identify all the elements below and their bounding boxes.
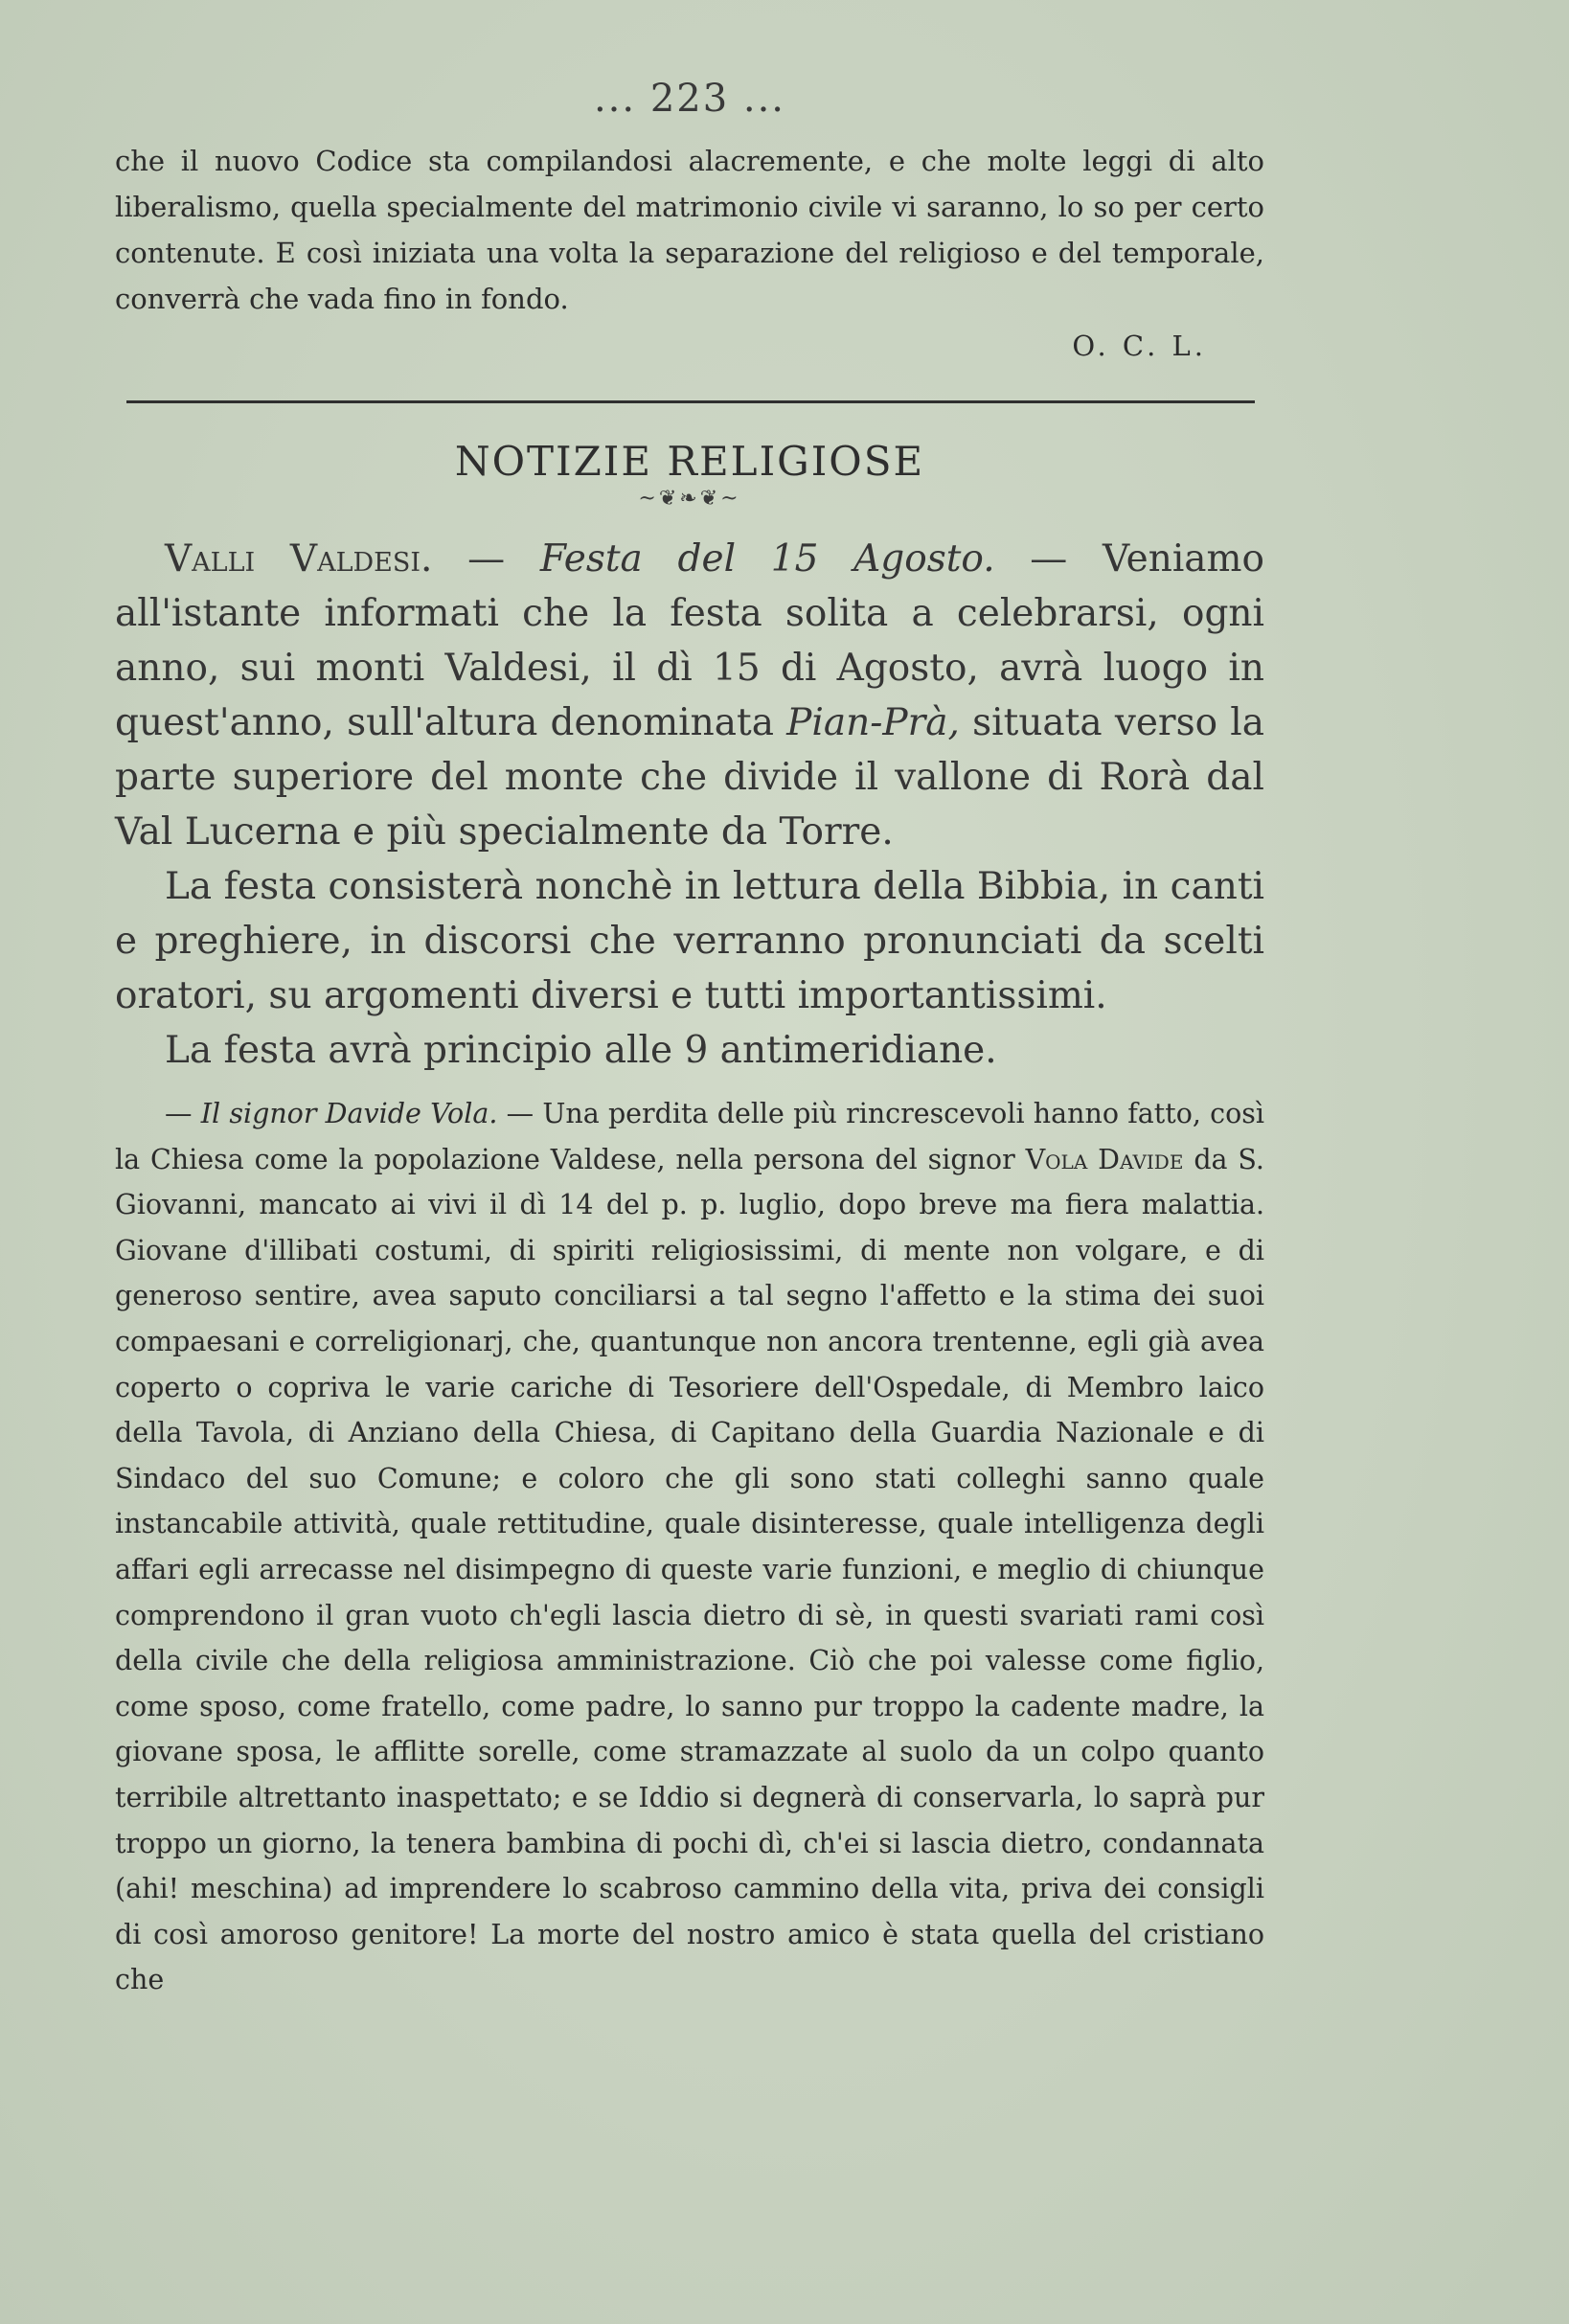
valli-subheading: Festa del 15 Agosto. xyxy=(539,537,995,581)
vola-lead-dash: — xyxy=(165,1098,201,1129)
valli-paragraph-1 xyxy=(115,532,1264,859)
ornament-flourish: ~❦❧❦~ xyxy=(638,487,741,511)
vola-paragraph xyxy=(115,1091,1264,2003)
valli-heading: Valli Valdesi. xyxy=(165,537,433,581)
valli-paragraph-3: La festa avrà principio alle 9 antimeridiane. xyxy=(165,1029,997,1072)
valli-text-2: situata verso la parte superiore del monte che divide il vallone di Rorà dal Val Lucerna e più specialmente da Torre. xyxy=(115,701,1264,854)
vola-text-1: Una perdita delle più rincrescevoli hanno fatto, così la Chiesa come la popolazione Valdese, nella persona del signor xyxy=(115,1098,1264,1175)
vola-name: Vola Davide xyxy=(1025,1143,1184,1175)
valli-dash-1: — xyxy=(432,537,540,581)
page-number: ... 223 ... xyxy=(593,77,786,121)
signature: O. C. L. xyxy=(1072,330,1207,362)
valli-valdesi-article xyxy=(115,532,1264,1078)
intro-section xyxy=(115,138,1264,362)
valli-dash-2: — xyxy=(994,537,1103,581)
vola-dash: — xyxy=(497,1098,543,1129)
intro-paragraph: che il nuovo Codice sta compilandosi alacremente, e che molte leggi di alto liberalismo, quella specialmente del matrimonio civile vi saranno, lo so per certo contenute. E così iniziata una volta la separazione del religioso e del temporale, converrà che vada fino in fondo. xyxy=(115,145,1264,315)
vola-article xyxy=(115,1091,1264,2003)
valli-place: Pian-Prà, xyxy=(786,701,960,744)
vola-text-2: da S. Giovanni, mancato ai vivi il dì 14 del p. p. luglio, dopo breve ma fiera malattia. Giovane d'illibati costumi, di spiriti religiosissimi, di mente non volgare, e di generoso sentire, avea saputo conciliarsi a tal segno l'affetto e la stima dei suoi compaesani e correligionarj, che, quantunque non ancora trentenne, egli già avea coperto o copriva le varie cariche di Tesoriere dell'Ospedale, di Membro laico della Tavola, di Anziano della Chiesa, di Capitano della Guardia Nazionale e di Sindaco del suo Comune; e coloro che gli sono stati colleghi sanno quale instancabile attività, quale rettitudine, quale disinteresse, quale intelligenza degli affari egli arrecasse nel disimpegno di queste varie funzioni, e meglio di chiunque comprendono il gran vuoto ch'egli lascia dietro di sè, in questi svariati rami così della civile che della religiosa amministrazione. Ciò che poi valesse come figlio, come sposo, come fratello, come padre, lo sanno pur troppo la cadente madre, la giovane sposa, le afflitte sorelle, come stramazzate al suolo da un colpo quanto terribile altrettanto inaspettato; e se Iddio si degnerà di conservarla, lo saprà pur troppo un giorno, la tenera bambina di pochi dì, ch'ei si lascia dietro, condannata (ahi! meschina) ad imprendere lo scabroso cammino della vita, priva dei consigli di così amoroso genitore! La morte del nostro amico è stata quella del cristiano che xyxy=(115,1143,1264,1996)
valli-text-1: Veniamo all'istante informati che la festa solita a celebrarsi, ogni anno, sui monti Valdesi, il dì 15 di Agosto, avrà luogo in quest'anno, sull'altura denominata xyxy=(115,537,1264,744)
section-title: NOTIZIE RELIGIOSE xyxy=(454,438,925,485)
document-page xyxy=(115,77,1264,2003)
section-divider xyxy=(126,400,1255,403)
vola-heading: Il signor Davide Vola. xyxy=(200,1098,498,1129)
valli-paragraph-2: La festa consisterà nonchè in lettura della Bibbia, in canti e preghiere, in discorsi che verranno pronunciati da scelti oratori, su argomenti diversi e tutti importantissimi. xyxy=(115,865,1264,1017)
